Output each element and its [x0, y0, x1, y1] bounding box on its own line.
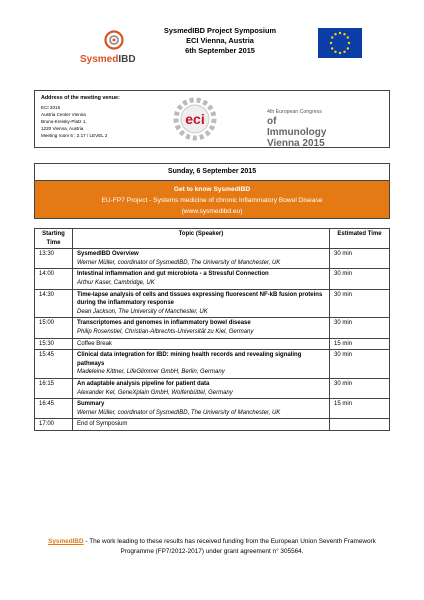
row-title: End of Symposium: [77, 421, 128, 428]
header-starting-time: Starting Time: [35, 229, 73, 249]
program-table: [34, 228, 390, 431]
banner-subtitle: EU-FP7 Project - Systems medicine of chronic Inflammatory Bowel Disease: [101, 197, 323, 204]
row-title: Time-lapse analysis of cells and tissues expressing fluorescent NF-kB fusion proteins during the inflammatory response: [77, 291, 323, 307]
row-time: 17:00: [35, 419, 73, 431]
venue-box: [34, 90, 390, 148]
row-time: 16:45: [35, 399, 73, 419]
venue-line: Austria Center Vienna: [41, 112, 86, 117]
row-title: Summary: [77, 401, 105, 408]
row-time: 16:15: [35, 378, 73, 398]
eci-line-3: Vienna 2015: [267, 138, 325, 149]
venue-line: 1220 Vienna, Austria: [41, 126, 84, 131]
row-duration: 30 min: [330, 318, 390, 338]
table-header: [35, 229, 390, 249]
row-duration: 30 min: [330, 269, 390, 289]
row-time: 14:00: [35, 269, 73, 289]
row-duration: 30 min: [330, 249, 390, 269]
row-duration: 15 min: [330, 399, 390, 419]
funding-note: [46, 537, 378, 557]
row-duration: 30 min: [330, 289, 390, 318]
row-speaker: Alexander Kel, GeneXplain GmbH, Wolfenbüttel, Germany: [77, 389, 233, 396]
row-speaker: Werner Müller, coordinator of SysmedIBD, The University of Manchester, UK: [77, 259, 281, 266]
table-row: [35, 338, 390, 350]
row-title: Coffee Break: [77, 340, 112, 347]
banner-title: Get to know SysmedIBD: [173, 186, 251, 193]
eci-mark: eci: [185, 111, 205, 127]
eci-congress-logo: [165, 95, 327, 149]
venue-title: Address of the meeting venue:: [41, 95, 120, 101]
table-row: [35, 419, 390, 431]
header-topic: Topic (Speaker): [73, 229, 330, 249]
row-duration: 15 min: [330, 338, 390, 350]
eu-flag-icon: [318, 28, 362, 58]
table-row: [35, 378, 390, 398]
row-title: Clinical data integration for IBD: mining health records and revealing signaling pathways: [77, 352, 302, 367]
row-speaker: Werner Müller, coordinator of SysmedIBD, The University of Manchester, UK: [77, 409, 281, 416]
table-row: [35, 318, 390, 338]
row-speaker: Philip Rosenstiel, Christian-Albrechts-Universität zu Kiel, Germany: [77, 328, 254, 335]
logo-text-sysmed: Sysmed: [80, 54, 119, 65]
row-speaker: Madeleine Kittner, LifeGlimmer GmbH, Berlin, Germany: [77, 369, 225, 376]
banner-url[interactable]: (www.sysmedibd.eu): [181, 208, 243, 215]
venue-line: ECI 2015: [41, 105, 61, 110]
table-row: [35, 249, 390, 269]
row-title: SysmedIBD Overview: [77, 251, 139, 258]
venue-address: [41, 104, 107, 139]
row-duration: 30 min: [330, 378, 390, 398]
row-title: An adaptable analysis pipeline for patient data: [77, 380, 210, 387]
row-time: 15:45: [35, 350, 73, 379]
table-row: [35, 350, 390, 379]
table-row: [35, 399, 390, 419]
table-row: [35, 289, 390, 318]
eci-line-1: 4th European Congress: [267, 109, 322, 115]
eci-line-2: of Immunology: [267, 116, 327, 138]
sysmedibd-logo: [80, 28, 150, 78]
header-estimated-time: Estimated Time: [330, 229, 390, 249]
symposium-date: 6th September 2015: [185, 46, 255, 55]
table-row: [35, 269, 390, 289]
sysmedibd-logo-icon: [102, 30, 126, 50]
logo-text-ibd: IBD: [118, 54, 136, 65]
funding-text: - The work leading to these results has received funding from the European Union Seventh Framework Programme (FP7/2012-2017) under grant agreement n° 305564.: [83, 538, 376, 555]
row-time: 15:30: [35, 338, 73, 350]
symposium-name: SysmedIBD Project Symposium: [163, 26, 277, 35]
row-duration: [330, 419, 390, 431]
sysmedibd-link[interactable]: SysmedIBD: [48, 538, 84, 545]
project-banner: [34, 181, 390, 219]
row-speaker: Dean Jackson, The University of Manchester, UK: [77, 308, 208, 315]
eci-gear-icon: [165, 95, 225, 145]
row-duration: 30 min: [330, 350, 390, 379]
symposium-location: ECI Vienna, Austria: [186, 36, 254, 45]
event-date: Sunday, 6 September 2015: [34, 163, 390, 181]
venue-line: Meeting room 5 : 2.17 / LEVEL 2: [41, 133, 108, 138]
symposium-title: [150, 26, 290, 56]
venue-line: Bruno-Kreisky-Platz 1,: [41, 119, 87, 124]
row-time: 14:30: [35, 289, 73, 318]
row-time: 15:00: [35, 318, 73, 338]
row-title: Intestinal inflammation and gut microbiota - a Stressful Connection: [77, 271, 269, 278]
row-time: 13:30: [35, 249, 73, 269]
header: [0, 22, 424, 72]
row-title: Transcriptomes and genomes in inflammatory bowel disease: [77, 320, 251, 327]
row-speaker: Arthur Kaser, Cambridge, UK: [77, 279, 155, 286]
